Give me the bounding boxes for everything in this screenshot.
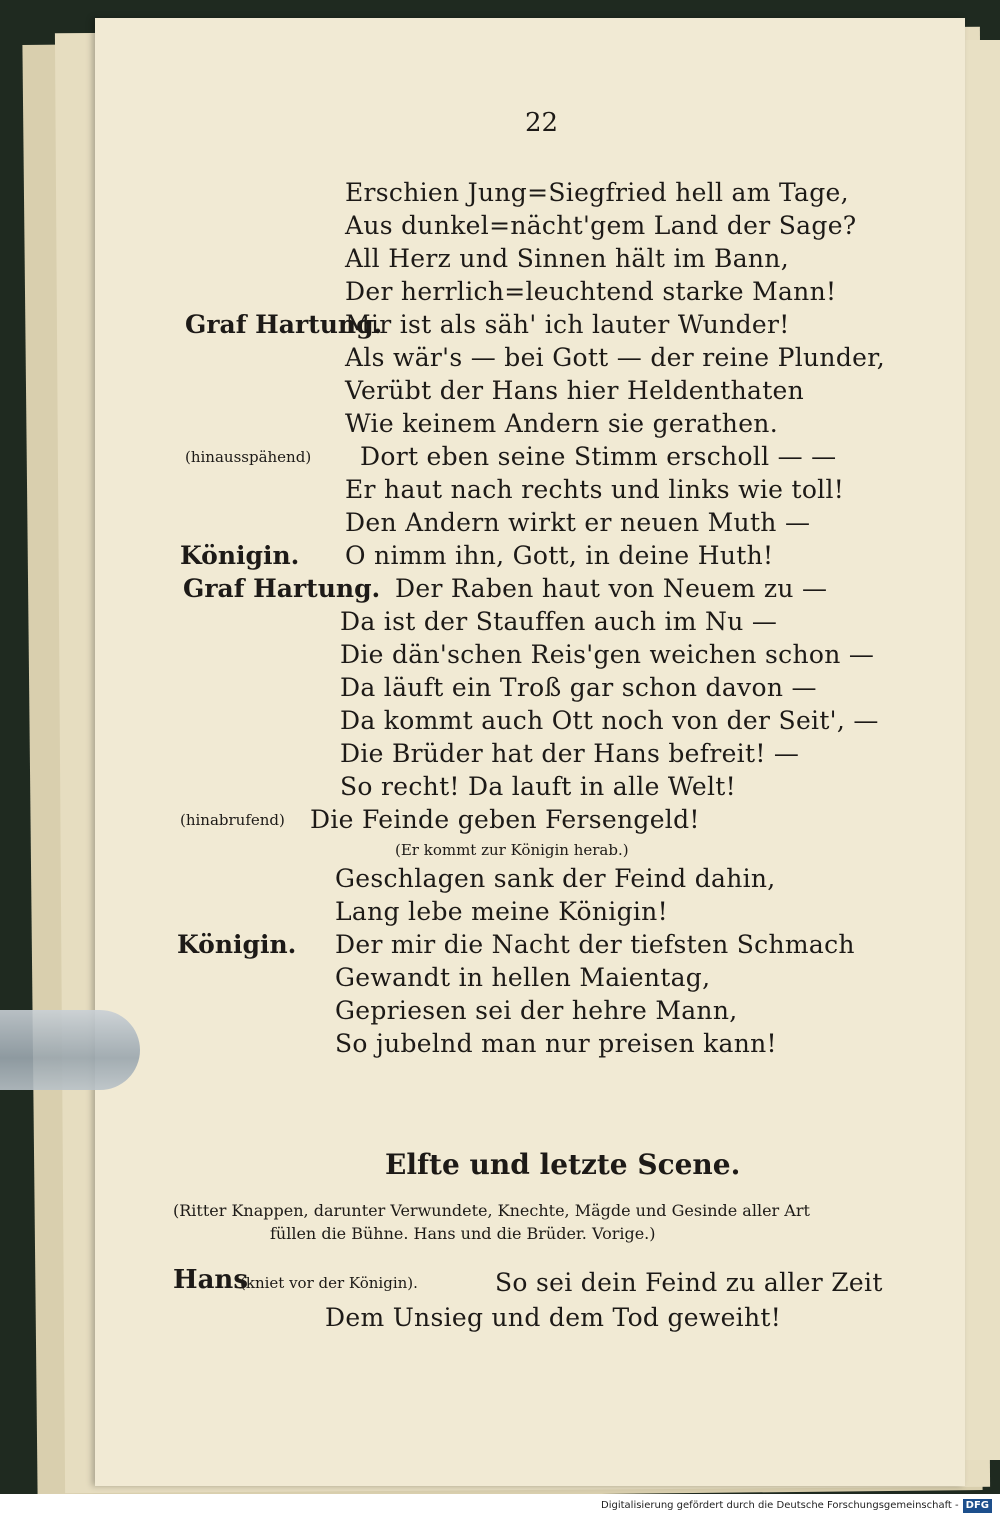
speaker-label: Graf Hartung. — [185, 310, 383, 339]
stage-direction: (hinausspähend) — [185, 448, 312, 466]
verse-line: Da läuft ein Troß gar schon davon — — [340, 673, 817, 702]
verse-line: Mir ist als säh' ich lauter Wunder! — [345, 310, 790, 339]
stage-direction: (Er kommt zur Königin herab.) — [395, 841, 629, 859]
verse-line: Aus dunkel=nächt'gem Land der Sage? — [345, 211, 857, 240]
dfg-logo: DFG — [963, 1499, 992, 1513]
verse-line: So recht! Da lauft in alle Welt! — [340, 772, 736, 801]
stage-direction: (kniet vor der Königin). — [240, 1274, 418, 1292]
verse-line: Der herrlich=leuchtend starke Mann! — [345, 277, 837, 306]
page-number: 22 — [525, 108, 559, 138]
speaker-label: Königin. — [177, 930, 297, 959]
verse-line: Dort eben seine Stimm erscholl — — — [360, 442, 837, 471]
scene-title: Elfte und letzte Scene. — [385, 1148, 741, 1181]
verse-line: Den Andern wirkt er neuen Muth — — [345, 508, 811, 537]
verse-line: Geschlagen sank der Feind dahin, — [335, 864, 776, 893]
verse-line: Als wär's — bei Gott — der reine Plunder, — [345, 343, 885, 372]
footer-text: Digitalisierung gefördert durch die Deutsche Forschungsgemeinschaft - — [601, 1500, 959, 1511]
verse-line: Die Feinde geben Fersengeld! — [310, 805, 700, 834]
page-content — [95, 18, 965, 1486]
verse-line: All Herz und Sinnen hält im Bann, — [345, 244, 789, 273]
verse-line: Lang lebe meine Königin! — [335, 897, 668, 926]
verse-line: Gewandt in hellen Maientag, — [335, 963, 711, 992]
verse-line: Dem Unsieg und dem Tod geweiht! — [325, 1303, 782, 1332]
verse-line: Der mir die Nacht der tiefsten Schmach — [335, 930, 855, 959]
verse-line: So jubelnd man nur preisen kann! — [335, 1029, 777, 1058]
scene-direction-line: (Ritter Knappen, darunter Verwundete, Knechte, Mägde und Gesinde aller Art — [173, 1201, 810, 1220]
speaker-label: Hans — [173, 1265, 248, 1295]
verse-line: Die Brüder hat der Hans befreit! — — [340, 739, 800, 768]
page-clip — [0, 1010, 140, 1090]
verse-line: Die dän'schen Reis'gen weichen schon — — [340, 640, 875, 669]
book-page — [95, 18, 965, 1486]
stage-direction: (hinabrufend) — [180, 811, 285, 829]
verse-line: Der Raben haut von Neuem zu — — [395, 574, 828, 603]
facing-page-edge — [960, 40, 1000, 1460]
verse-line: Gepriesen sei der hehre Mann, — [335, 996, 738, 1025]
verse-line: Erschien Jung=Siegfried hell am Tage, — [345, 178, 849, 207]
speaker-label: Graf Hartung. — [183, 574, 381, 603]
verse-line: O nimm ihn, Gott, in deine Huth! — [345, 541, 774, 570]
verse-line: So sei dein Feind zu aller Zeit — [495, 1268, 883, 1297]
scene-direction-line: füllen die Bühne. Hans und die Brüder. Vorige.) — [270, 1224, 656, 1243]
verse-line: Verübt der Hans hier Heldenthaten — [345, 376, 805, 405]
footer-credit — [0, 1494, 1000, 1518]
verse-line: Da ist der Stauffen auch im Nu — — [340, 607, 778, 636]
speaker-label: Königin. — [180, 541, 300, 570]
verse-line: Er haut nach rechts und links wie toll! — [345, 475, 845, 504]
verse-line: Da kommt auch Ott noch von der Seit', — — [340, 706, 879, 735]
verse-line: Wie keinem Andern sie gerathen. — [345, 409, 778, 438]
